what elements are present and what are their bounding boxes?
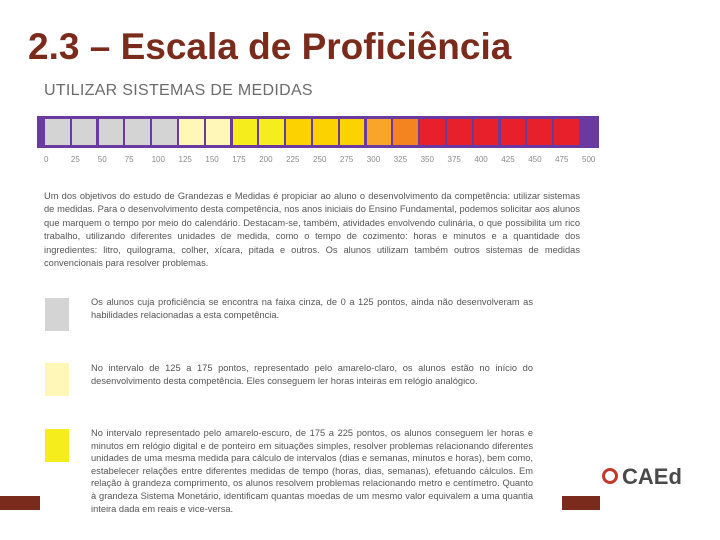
- scale-cell: [45, 119, 70, 145]
- tick-label: 425: [501, 155, 515, 164]
- figure-subtitle: UTILIZAR SISTEMAS DE MEDIDAS: [44, 82, 313, 99]
- scale-cell: [367, 119, 392, 145]
- tick-label: 250: [313, 155, 327, 164]
- logo-text: CAEd: [622, 464, 682, 489]
- tick-label: 350: [420, 155, 434, 164]
- scale-cell: [72, 119, 97, 145]
- tick-label: 75: [124, 155, 134, 164]
- scale-cell: [393, 119, 418, 145]
- tick-label: 0: [44, 155, 49, 164]
- scale-cell: [527, 119, 552, 145]
- caed-logo: [600, 462, 710, 494]
- tick-label: 50: [97, 155, 107, 164]
- scale-cell: [313, 119, 338, 145]
- band-swatch-light-yellow: [45, 363, 69, 396]
- tick-label: 400: [474, 155, 488, 164]
- tick-label: 300: [366, 155, 381, 164]
- proficiency-scale-bar: [37, 116, 599, 148]
- logo-ring-icon: [602, 468, 618, 484]
- tick-label: 275: [339, 155, 354, 164]
- tick-label: 125: [178, 155, 192, 164]
- band-description-light-yellow: No intervalo de 125 a 175 pontos, representado pelo amarelo-claro, os alunos estão no início do desenvolvimento desta competência. Eles conseguem ler horas inteiras em relógio analógico.: [91, 363, 533, 386]
- tick-label: 450: [528, 155, 542, 164]
- band-description-gray: Os alunos cuja proficiência se encontra na faixa cinza, de 0 a 125 pontos, ainda não desenvolveram as habilidades relacionadas a esta competência.: [91, 297, 533, 320]
- scale-cell: [259, 119, 284, 145]
- footer-accent-left: [0, 496, 40, 510]
- tick-label: 25: [70, 155, 80, 164]
- scale-cell: [179, 119, 204, 145]
- band-swatch-dark-yellow: [45, 429, 69, 462]
- scale-cell: [554, 119, 579, 145]
- tick-label: 475: [555, 155, 569, 164]
- scale-cell: [206, 119, 231, 145]
- band-swatch-gray: [45, 298, 69, 331]
- intro-paragraph: Um dos objetivos do estudo de Grandezas e Medidas é propiciar ao aluno o desenvolvimento da competência: utilizar sistemas de medidas. Para o desenvolvimento desta competência, nos anos iniciais do Ensino Fundamental, podemos solicitar aos alunos que marquem o tempo por meio do calendário. Destacam-se, também, atividades envolvendo culinária, o que possibilita um rico trabalho, utilizando diferentes unidades de medida, como o tempo de cozimento: horas e minutos e a quantidade dos ingredientes: litro, quilograma, colher, xícara, pitada e outros. Os alunos utilizam também outros sistemas de medidas convencionais para resolver problemas.: [44, 191, 580, 269]
- tick-label: 225: [286, 155, 300, 164]
- tick-label: 175: [232, 155, 246, 164]
- slide-title: 2.3 – Escala de Proficiência: [28, 26, 512, 67]
- tick-label: 375: [447, 155, 461, 164]
- scale-cell: [125, 119, 150, 145]
- scale-cell: [447, 119, 472, 145]
- band-description-dark-yellow: No intervalo representado pelo amarelo-escuro, de 175 a 225 pontos, os alunos conseguem ler horas e minutos em relógio digital e de ponteiro em situações simples, resolver problemas relacionando diferentes unidades de uma mesma medida para cálculo de intervalos (dias e semanas, minutos e horas), bem como, estabelecer relações entre diferentes medidas de tempo (horas, dias, semanas), efetuando cálculos. Em relação à grandeza comprimento, os alunos resolvem problemas relacionando metro e centímetro. Quanto à grandeza Sistema Monetário, identificam quantas moedas de um mesmo valor equivalem a uma quantia inteira dada em reais e vice-versa.: [91, 428, 533, 514]
- tick-label: 150: [205, 155, 219, 164]
- scale-cell: [474, 119, 499, 145]
- scale-cell: [286, 119, 311, 145]
- tick-label: 325: [393, 155, 408, 164]
- tick-label: 500: [582, 155, 596, 164]
- scale-cell: [152, 119, 177, 145]
- footer-accent-right: [562, 496, 600, 510]
- scale-cell: [501, 119, 526, 145]
- scale-cell: [340, 119, 365, 145]
- scale-cell: [99, 119, 124, 145]
- tick-label: 200: [259, 155, 273, 164]
- tick-label: 100: [151, 155, 165, 164]
- scale-cell: [233, 119, 258, 145]
- scale-cell: [420, 119, 445, 145]
